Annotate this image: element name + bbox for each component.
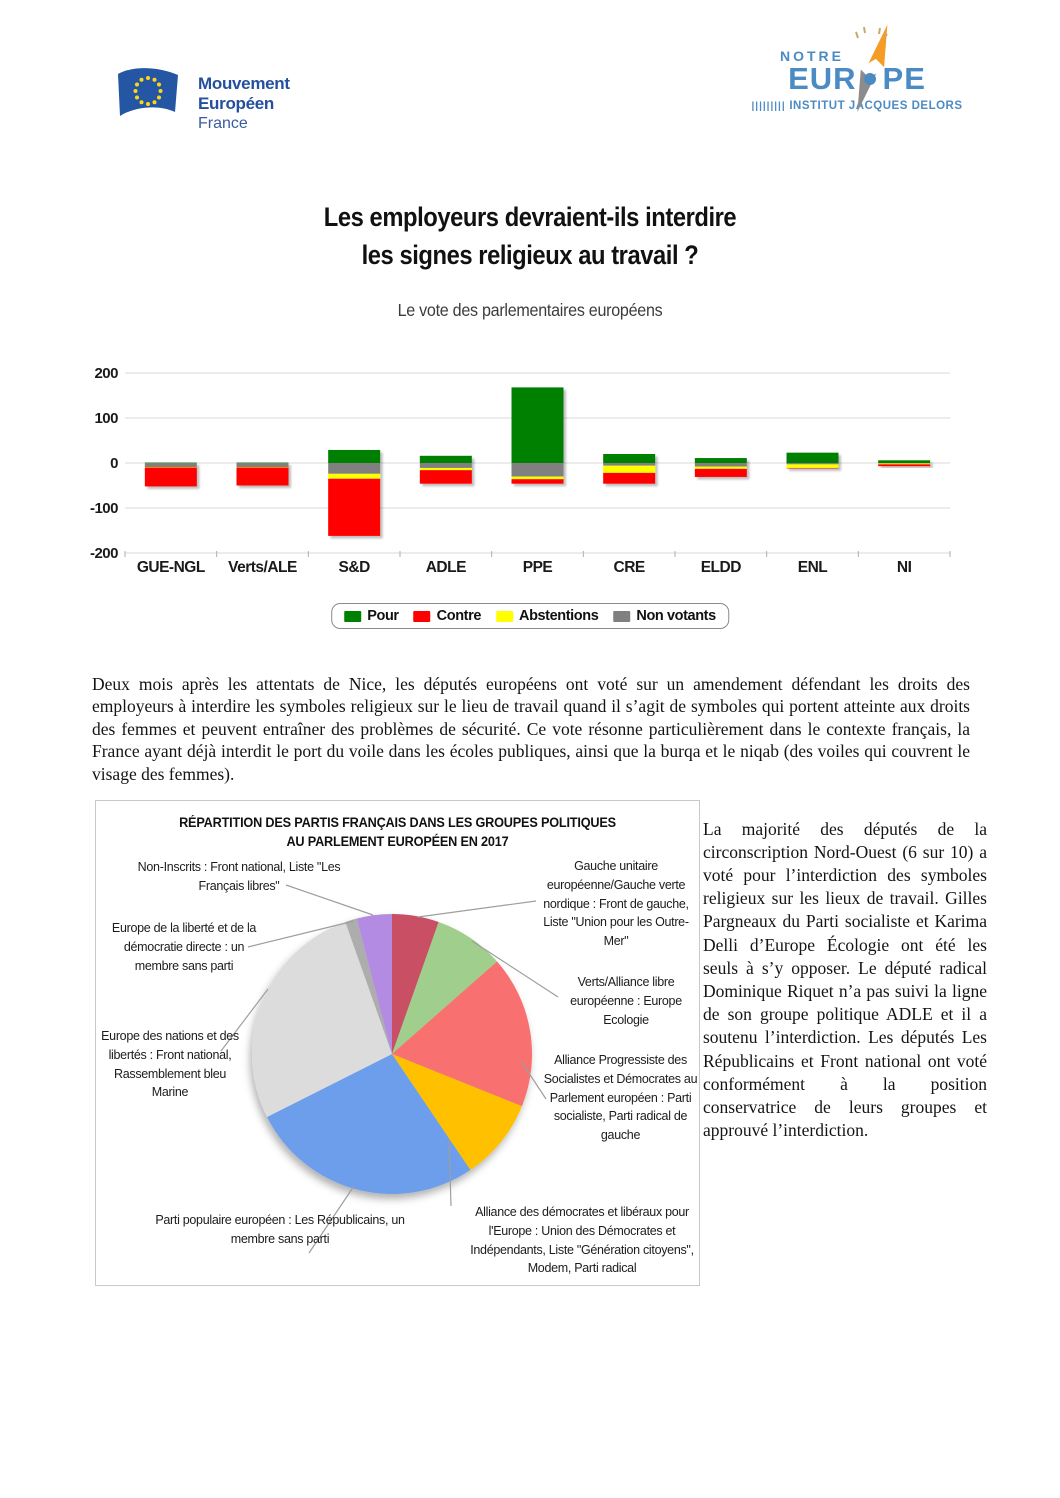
x-axis-category: ENL (797, 559, 828, 576)
y-axis-tick: -200 (89, 545, 118, 562)
bar-ENL (787, 453, 839, 469)
institut-label: INSTITUT JACQUES DELORS (789, 100, 963, 112)
y-axis-tick: -100 (89, 500, 118, 517)
vote-bar-chart (80, 356, 965, 606)
bar-PPE (512, 387, 564, 483)
title-line-2: les signes religieux au travail ? (361, 240, 699, 270)
logo-line: Européen (198, 94, 275, 113)
x-axis-category: CRE (613, 559, 645, 576)
x-axis-category: PPE (522, 559, 553, 576)
eu-flag-icon (112, 64, 186, 126)
legend-label: Non votants (636, 608, 716, 624)
chart-legend (331, 603, 729, 629)
bar-S&D (328, 450, 380, 536)
legend-item-pour (344, 608, 398, 624)
wordmark-left: EUR (788, 61, 857, 96)
legend-swatch-icon (414, 611, 431, 622)
pie-leader-line (418, 901, 536, 917)
x-axis-category: GUE-NGL (136, 559, 205, 576)
y-axis-tick: 0 (110, 455, 118, 472)
bar-ADLE (420, 456, 472, 484)
legend-label: Abstentions (518, 608, 599, 624)
notre-europe-top: NOTRE (780, 48, 844, 64)
legend-item-contre (414, 608, 481, 624)
title-line-1: Les employeurs devraient-ils interdire (323, 202, 737, 232)
y-axis-tick: 100 (94, 410, 118, 427)
bar-ELDD (695, 458, 747, 477)
intro-paragraph: Deux mois après les attentats de Nice, les députés européens ont voté sur un amendement défendant les droits des employeurs à interdire les symboles religieux sur le lieu de travail quand il s’agit de symboles qui portent atteinte aux droits des femmes et peuvent entraîner des problèmes de sécurité. Ce vote résonne particulièrement dans le contexte français, la France ayant déjà interdit le port du voile dans les écoles publiques, ainsi que la burqa et le niqab (des voiles qui couvrent le visage des femmes). (92, 673, 970, 784)
bar-CRE (603, 454, 655, 484)
pie-label-adle: Alliance des démocrates et libéraux pour l'Europe : Union des Démocrates et Indépendants, Liste "Génération citoyens", Modem, Parti radical (470, 1205, 694, 1276)
logo-line: France (198, 115, 248, 132)
legend-swatch-icon (613, 611, 630, 622)
pie-label-sd: Alliance Progressiste des Socialistes et Démocrates au Parlement européen : Parti socialiste, Parti radical de gauche (543, 1053, 698, 1142)
x-axis-category: Verts/ALE (228, 559, 297, 576)
pie-figure (95, 800, 700, 1286)
body-paragraph: La majorité des députés de la circonscription Nord-Ouest (6 sur 10) a voté pour l’interdiction des symboles religieux sur les lieux de travail. Gilles Pargneaux du Parti socialiste et Karima Delli d’Europe Écologie ont été les seuls à s’y opposer. Le député radical Dominique Riquet n’a pas suivi la ligne de son groupe politique ADLE et il a soutenu l’interdiction. Les députés Les Républicains et Front national ont voté conformément à la position conservatrice de leurs groupes et approuvé l’interdiction. (703, 818, 987, 1141)
pie-label-verts: Verts/Alliance libre européenne : Europe Ecologie (570, 975, 682, 1027)
x-axis-category: ELDD (700, 559, 741, 576)
pie-label-gue: Gauche unitaire européenne/Gauche verte nordique : Front de gauche, Liste "Union pour les Outre-Mer" (543, 859, 689, 948)
compass-needle-icon (850, 20, 890, 116)
chart-subtitle: Le vote des parlementaires européens (397, 300, 663, 320)
legend-swatch-icon (344, 611, 361, 622)
notre-europe-wordmark (748, 61, 966, 96)
pie-label-enl: Europe des nations et des libertés : Front national, Rassemblement bleu Marine (101, 1029, 239, 1100)
legend-label: Pour (367, 608, 399, 624)
bar-Verts/ALE (237, 463, 289, 486)
legend-item-abstentions (496, 608, 598, 624)
page-title (64, 198, 997, 274)
pie-label-non-inscrits: Non-Inscrits : Front national, Liste "Les Français libres" (137, 860, 341, 893)
x-axis-category: NI (896, 559, 912, 576)
bar-NI (878, 460, 930, 466)
pie-title-line-2: AU PARLEMENT EUROPÉEN EN 2017 (286, 834, 509, 849)
wordmark-right: PE (882, 61, 926, 96)
pie-label-ppe: Parti populaire européen : Les Républicains, un membre sans parti (155, 1213, 405, 1246)
legend-swatch-icon (496, 611, 513, 622)
pie-label-eldd: Europe de la liberté et de la démocratie directe : un membre sans parti (111, 921, 257, 973)
x-axis-category: S&D (338, 559, 370, 576)
pie-title-line-1: RÉPARTITION DES PARTIS FRANÇAIS DANS LES GROUPES POLITIQUES (179, 815, 616, 830)
notre-europe-logo (748, 48, 966, 112)
legend-item-non-votants (613, 608, 715, 624)
y-axis-tick: 200 (94, 365, 118, 382)
mouvement-europeen-wordmark (198, 64, 290, 134)
mouvement-europeen-logo (112, 64, 290, 134)
bar-GUE-NGL (145, 463, 197, 487)
tick-marks-icon: ||||||||| (751, 101, 786, 112)
legend-label: Contre (436, 608, 481, 624)
x-axis-category: ADLE (425, 559, 466, 576)
logo-line: Mouvement (198, 74, 290, 93)
